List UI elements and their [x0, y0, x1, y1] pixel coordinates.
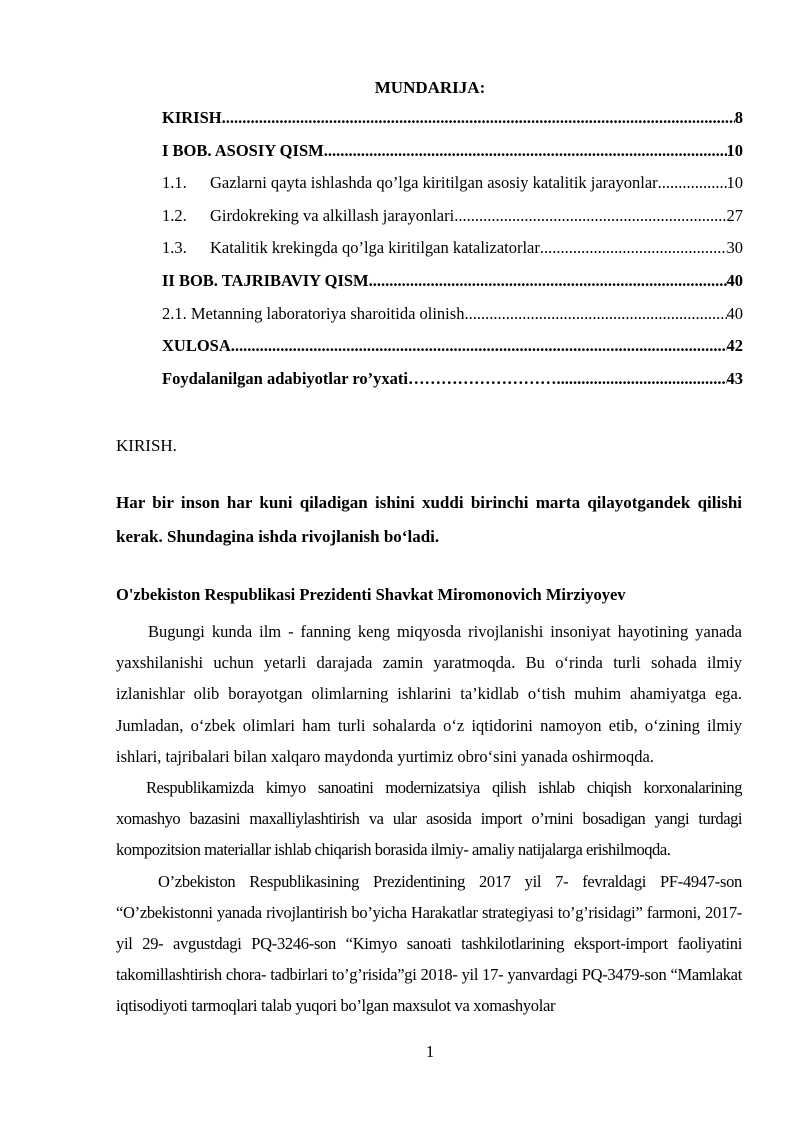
- toc-entry-page: 10: [726, 173, 743, 193]
- toc-entry: [162, 108, 743, 141]
- toc-entry: [162, 238, 743, 271]
- toc-entry-title: Foydalanilgan adabiyotlar ro’yxati……………………….: [162, 368, 561, 388]
- toc-entry-number: 1.1.: [162, 173, 187, 193]
- epigraph-quote: Har bir inson har kuni qiladigan ishini xuddi birinchi marta qilayotgandek qilishi kerak. Shundagina ishda rivojlanish bo‘ladi.: [116, 493, 742, 546]
- toc-leader-dots: [231, 336, 727, 356]
- toc-entry-title: I BOB. ASOSIY QISM: [162, 140, 324, 160]
- toc-entry: [162, 141, 743, 174]
- toc-leader-dots: [561, 369, 727, 389]
- toc-entry-page: 10: [726, 140, 743, 160]
- toc-leader-dots: [369, 271, 727, 291]
- toc-leader-dots: [658, 173, 727, 193]
- toc-entry: [162, 336, 743, 369]
- epigraph-author: O'zbekiston Respublikasi Prezidenti Shavkat Miromonovich Mirziyoyev: [116, 585, 626, 604]
- toc-leader-dots: [222, 108, 735, 128]
- toc-entry-page: 40: [726, 270, 743, 290]
- toc-leader-dots: [454, 206, 726, 226]
- toc-entry-title: Gazlarni qayta ishlashda qo’lga kiritilgan asosiy katalitik jarayonlar: [210, 173, 658, 193]
- table-of-contents: [162, 108, 743, 401]
- section-heading: KIRISH.: [116, 436, 177, 455]
- toc-entry: [162, 369, 743, 402]
- paragraph: Bugungi kunda ilm - fanning keng miqyosda rivojlanishi insoniyat hayotining yanada yaxshilanishi uchun yetarli darajada zamin yaratmoqda. Bu o‘rinda turli sohada ilmiy izlanishlar olib borayotgan olimlarning ishlarini ta’kidlab o‘tish muhim ahamiyatga ega. Jumladan, o‘zbek olimlari ham turli sohalarda o‘z iqtidorini namoyon etib, o‘zining ilmiy ishlari, tajribalari bilan xalqaro maydonda yurtimiz obro‘sini yanada oshirmoqda.: [116, 622, 742, 766]
- toc-entry-page: 43: [726, 368, 743, 388]
- toc-entry-title: Girdokreking va alkillash jarayonlari: [210, 205, 455, 225]
- body-text: [116, 616, 742, 1022]
- toc-entry-page: 30: [726, 238, 743, 258]
- toc-title: MUNDARIJA:: [374, 78, 486, 97]
- toc-entry-page: 27: [726, 205, 743, 225]
- toc-entry-number: 1.3.: [162, 238, 187, 258]
- toc-entry-page: 42: [726, 336, 743, 356]
- toc-entry-title: XULOSA: [162, 336, 231, 356]
- toc-entry-title: Katalitik krekingda qo’lga kiritilgan katalizatorlar: [210, 238, 540, 258]
- toc-entry-page: 40: [726, 303, 743, 323]
- toc-entry: [162, 304, 743, 337]
- paragraph: Respublikamizda kimyo sanoatini modernizatsiya qilish ishlab chiqish korxonalarining xomashyo bazasini maxalliylashtirish va ular asosida import o’rnini bosadigan yangi turdagi kompozitsion materiallar ishlab chiqarish borasida ilmiy- amaliy natijalarga erishilmoqda.: [116, 778, 742, 860]
- toc-entry-title: II BOB. TAJRIBAVIY QISM: [162, 270, 369, 290]
- toc-entry-title: KIRISH: [162, 108, 222, 127]
- toc-entry: [162, 206, 743, 239]
- toc-entry-page: 8: [734, 108, 743, 127]
- toc-entry-number: 1.2.: [162, 205, 187, 225]
- toc-leader-dots: [464, 304, 726, 324]
- toc-entry: [162, 173, 743, 206]
- toc-entry: [162, 271, 743, 304]
- toc-leader-dots: [324, 141, 727, 161]
- toc-leader-dots: [540, 238, 727, 258]
- toc-entry-title: 2.1. Metanning laboratoriya sharoitida olinish: [162, 303, 465, 323]
- paragraph: O’zbekiston Respublikasining Prezidentining 2017 yil 7- fevraldagi PF-4947-son “O’zbekistonni yanada rivojlantirish bo’yicha Harakatlar strategiyasi to’g’risidagi” farmoni, 2017-yil 29- avgustdagi PQ-3246-son “Kimyo sanoati tashkilotlarining eksport-import faoliyatini takomillashtirish chora- tadbirlari to’g’risida”gi 2018- yil 17- yanvardagi PQ-3479-son “Mamlakat iqtisodiyoti tarmoqlari talab yuqori bo’lgan maxsulot va xomashyolar: [116, 871, 742, 1016]
- page-number: 1: [425, 1042, 435, 1061]
